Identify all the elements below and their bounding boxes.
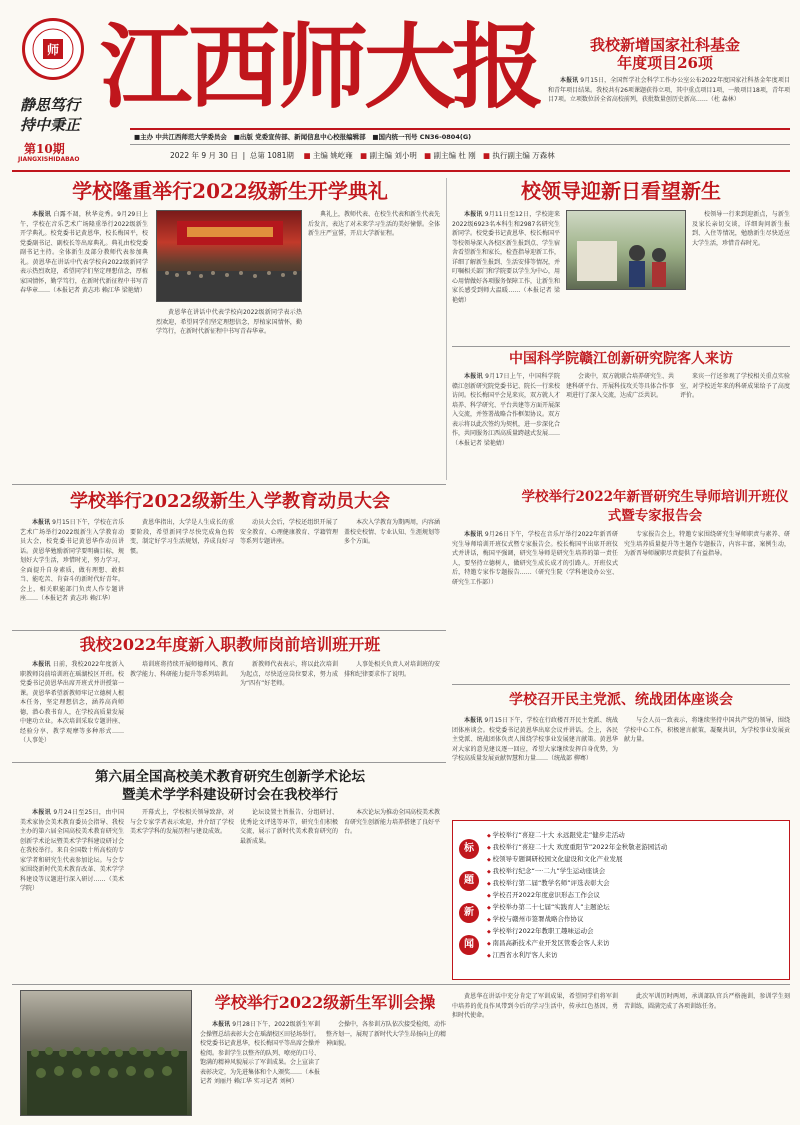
article-military-text: 9月28日下午，2022级新生军训会操暨总结表彰大会在瑶湖校区田径场举行。校党委书记黄恩华，校长梅国平等出席会操并检阅。参训学生以整齐的队列、嘹亮的口号、饱满的精神风貌展示了军训成果。会上宣读了表彰决定，为先进集体和个人颁奖……（本报记者 刘丽丹 赖江华 实习记者 刘柯） — [200, 1021, 320, 1085]
lead-headline-line2: 年度项目26项 — [617, 54, 713, 72]
sidebar-tag-4: 闻 — [459, 935, 479, 955]
article-military-headline: 学校举行2022级新生军训会操 — [214, 993, 436, 1012]
sidebar-item[interactable]: ◆ 我校举行纪念“一·二九”学生运动座谈会 — [487, 865, 783, 877]
sidebar-item[interactable]: ◆ 我校举行“喜迎二十大 欢度重阳节”2022年金秋敬老游园活动 — [487, 841, 783, 853]
university-seal — [22, 18, 84, 80]
article-opening-col1 — [20, 210, 148, 472]
sidebar-item[interactable]: ◆ 学校举办第二十七届“实践育人”主题论坛 — [487, 901, 783, 913]
article-welcome-headline: 校领导迎新日看望新生 — [521, 179, 721, 203]
svg-text:师: 师 — [46, 43, 60, 57]
article-supervisor-byline: 本报讯 — [464, 531, 483, 538]
lead-text: 9月15日，全国哲学社会科学工作办公室公布2022年度国家社科基金年度项目和青年项目结果。我校共有26项课题获得立项，其中重点项目1项，一般项目18项，青年项目7项。立项数位居全省高校前列，获批数量创历史新高……（杜 森林） — [548, 77, 790, 103]
sidebar-item[interactable]: ◆ 南昌高新技术产业开发区管委会客人来访 — [487, 937, 783, 949]
divider-h1 — [452, 346, 790, 347]
article-training-col2: 培训班将持续开展师德师风、教育教学能力、科研能力提升等系列培训。 — [130, 661, 234, 678]
lead-body — [548, 76, 790, 154]
article-mobilization-col1 — [20, 518, 124, 628]
sidebar-list — [487, 829, 783, 961]
sidebar-item[interactable]: ◆ 我校举行第二届“教学名师”评选表彰大会 — [487, 877, 783, 889]
article-unitedfront-text: 9月15日下午，学校在行政楼召开民主党派、统战团体座谈会。校党委书记黄恩华出席会议并讲话。会上，各民主党派、统战团体负责人围绕学校事业发展建言献策。黄恩华对大家的意见建议逐一回应，希望大家继续发挥自身优势，为学校高质量发展贡献智慧和力量……（统战部 柳骞） — [452, 717, 618, 762]
lead-headline — [540, 36, 790, 72]
sidebar-item[interactable]: ◆ 学校与赣州市签署战略合作协议 — [487, 913, 783, 925]
issue-number: 第10期 — [24, 142, 65, 156]
masthead-info-row — [134, 132, 790, 141]
article-art-byline: 本报讯 — [32, 809, 52, 816]
article-training-text: 日前，我校2022年度新入职教师岗前培训班在瑶湖校区开班。校党委书记黄恩华出席开班式并讲授第一课。黄恩华希望新教师牢记立德树人根本任务，坚定理想信念，涵养高尚师德，潜心教书育人，在学校高质量发展中建功立业。本次培训采取专题讲座、经验分享、教学观摩等多种形式……（人事处） — [20, 661, 124, 744]
article-opening-col2: 黄恩华在讲话中代表学校向2022级新同学表示热烈欢迎，希望同学们坚定理想信念，厚植家国情怀，勤学笃行，在新时代新征程中书写青春华章。 — [156, 309, 302, 335]
deputy-editor-2: 副主编 杜 刚 — [433, 151, 476, 160]
article-military-col1 — [200, 1020, 320, 1116]
article-art-headline-line2: 暨美术学学科建设研讨会在我校举行 — [122, 787, 338, 803]
article-training-col1 — [20, 660, 124, 760]
article-unitedfront-col2: 与会人员一致表示，将继续坚持中国共产党的领导，围绕学校中心工作，积极建言献策，凝聚共识，为学校事业发展贡献力量。 — [624, 717, 790, 743]
sidebar-item[interactable]: ◆ 江西省水利厅客人来访 — [487, 949, 783, 961]
executive-editor: 执行副主编 万森林 — [492, 151, 555, 160]
issue-date: 2022 年 9 月 30 日 — [170, 151, 238, 160]
article-mobilization-headline: 学校举行2022级新生入学教育动员大会 — [69, 491, 391, 512]
article-mobilization-col3: 动员大会后，学校还组织开展了安全教育、心理健康教育、学籍管理等系列专题讲座。 — [240, 519, 338, 545]
article-cas-headline: 中国科学院赣江创新研究院客人来访 — [509, 351, 733, 367]
sidebar-tag-2: 题 — [459, 871, 479, 891]
article-art-col4: 本次论坛为推动全国高校美术教育研究生创新能力培养搭建了良好平台。 — [344, 809, 440, 835]
divider-h4 — [12, 762, 446, 763]
editor-in-chief: 主编 姚屹雍 — [312, 151, 353, 160]
article-mobilization-col2: 黄恩华指出，大学是人生成长的重要阶段，希望新同学尽快完成角色转变，制定好学习生活规划，养成良好习惯。 — [130, 519, 234, 555]
sidebar-item[interactable]: ◆ 学校召开2022年度意识形态工作会议 — [487, 889, 783, 901]
sidebar-headlines — [452, 820, 790, 980]
article-cas-col1 — [452, 372, 560, 480]
article-military-col4: 此次军训历时两周，承训部队官兵严格施训，参训学生刻苦训练，圆满完成了各项训练任务。 — [624, 993, 790, 1010]
sidebar-item[interactable]: ◆ 学校举行2022年教职工趣味运动会 — [487, 925, 783, 937]
masthead-date-row: 2022 年 9 月 30 日 | 总第 1081期 ■ 主编 姚屹雍 ■ 副主编 刘小明 ■ 副主编 杜 刚 ■ 执行副主编 万森林 — [170, 151, 555, 160]
masthead-pinyin: JIANGXISHIDABAO — [18, 156, 80, 163]
divider-h5 — [452, 684, 790, 685]
sponsor: ■主办 中共江西师范大学委员会 — [134, 133, 227, 141]
masthead-rule-top — [130, 128, 790, 130]
article-welcome-text: 9月11日至12日，学校迎来2022级6923名本科生和2987名研究生新同学。校党委书记黄恩华、校长梅国平等校领导深入各校区新生报到点、学生宿舍看望新生和家长，检查指导迎新工作，详细了解新生报到、生活安排等情况，并叮嘱相关部门和学院要以学生为中心，用心用情做好各项服务保障工作，让新生和家长感受到师大温暖……（本报记者 梁艳婧） — [452, 211, 560, 304]
article-supervisor-headline: 学校举行2022年新晋研究生导师培训开班仪式暨专家报告会 — [521, 489, 789, 524]
article-military-col3: 黄恩华在讲话中充分肯定了军训成果，希望同学们将军训中培养的优良作风带到今后的学习生活中，传承红色基因，勇担时代使命。 — [452, 993, 618, 1019]
article-unitedfront-byline: 本报讯 — [464, 717, 483, 724]
article-opening-byline: 本报讯 — [32, 211, 52, 218]
article-training-headline: 我校2022年度新入职教师岗前培训班开班 — [79, 635, 381, 654]
sidebar-tag-1: 标 — [459, 839, 479, 859]
motto-2: 持中秉正 — [20, 116, 81, 134]
article-art-text: 9月24日至25日，由中国美术家协会美术教育委员会指导、我校主办的第六届全国高校美术教育研究生创新学术论坛暨美术学学科建设研讨会在我校举行。来自全国数十所高校的专家学者和研究生代表参加论坛。与会专家围绕新时代美术教育改革、美术学学科建设等议题进行深入研讨……（美术学院） — [20, 809, 124, 892]
photo-military-training — [20, 990, 192, 1116]
article-unitedfront-headline: 学校召开民主党派、统战团体座谈会 — [509, 692, 733, 708]
publisher: ■出版 党委宣传部、新闻信息中心校报编辑部 — [233, 133, 366, 141]
lead-headline-line1: 我校新增国家社科基金 — [589, 36, 740, 54]
article-mobilization-text: 9月15日下午，学校在音乐艺术广场举行2022级新生入学教育动员大会，校党委书记黄恩华作动员讲话。黄恩华勉励新同学要明确目标，规划好大学生活，珍惜时光，努力学习，全面提升自身素质，做有理想、敢担当、能吃苦、肯奋斗的新时代好青年。会上，相关职能部门负责人作专题讲座……（本报记者 黄志玮 赖江华） — [20, 519, 124, 602]
motto-1: 静思笃行 — [20, 96, 81, 114]
divider-h2 — [12, 484, 446, 485]
divider-h3 — [12, 630, 446, 631]
article-welcome-col1 — [452, 210, 560, 342]
article-military-byline: 本报讯 — [212, 1021, 231, 1028]
total-issue: 总第 1081期 — [249, 151, 294, 160]
masthead-rule-mid — [130, 144, 790, 145]
article-mobilization-col4: 本次入学教育为期两周，内容涵盖校史校情、专业认知、生涯规划等多个方面。 — [344, 519, 440, 545]
deputy-editor-1: 副主编 刘小明 — [369, 151, 417, 160]
article-mobilization-byline: 本报讯 — [32, 519, 51, 526]
sidebar-tag-3: 新 — [459, 903, 479, 923]
article-art-col2: 开幕式上，学校相关领导致辞，对与会专家学者表示欢迎，并介绍了学校美术学学科的发展历程与建设成效。 — [130, 809, 234, 835]
photo-welcome — [566, 210, 686, 290]
article-cas-byline: 本报讯 — [464, 373, 483, 380]
article-opening-headline: 学校隆重举行2022级新生开学典礼 — [72, 179, 388, 203]
divider-v1 — [446, 178, 447, 480]
article-cas-col3: 来宾一行还参观了学校相关重点实验室，对学校近年来的科研成果给予了高度评价。 — [680, 373, 790, 399]
article-unitedfront-col1 — [452, 716, 618, 808]
article-military-col2: 会操中，各参训方队依次接受检阅，动作整齐划一，展现了新时代大学生昂扬向上的精神面貌。 — [326, 1021, 446, 1047]
divider-h6 — [12, 984, 790, 985]
article-training-byline: 本报讯 — [32, 661, 51, 668]
article-opening-text: 白露不凋，秋华竞秀。9月29日上午，学校在音乐艺术广场隆重举行2022级新生开学典礼。校党委书记黄恩华，校长梅国平，校党委副书记、副校长等出席典礼。典礼由校党委副书记主持。全体新生及部分教师代表参加典礼。黄恩华在讲话中代表学校向2022级新同学表示热烈欢迎，希望同学们坚定理想信念，厚植家国情怀，勤学笃行，在新时代新征程中书写青春华章……（本报记者 黄志玮 赖江华 梁艳婧） — [20, 211, 148, 294]
article-supervisor-text: 9月26日下午，学校在音乐厅举行2022年新晋研究生导师培训开班仪式暨专家报告会。校长梅国平出席开班仪式并讲话，梅国平强调，研究生导师是研究生培养的第一责任人，要坚持立德树人，做研究生成长成才的引路人。开班仪式后，特邀专家作专题报告……（研究生院（学科建设办公室、研究生工作部）） — [452, 531, 618, 586]
article-welcome-byline: 本报讯 — [464, 211, 483, 218]
cn-number: ■国内统一刊号 CN36-0804(G) — [372, 133, 472, 141]
article-cas-text: 9月17日上午，中国科学院赣江创新研究院党委书记、院长一行来校访问。校长梅国平会见来宾，双方就人才培养、科学研究、平台共建等方面开展深入交流，并签署战略合作框架协议。双方表示将以此次签约为契机，进一步深化合作，共同服务江西高质量跨越式发展……（本报记者 梁艳婧） — [452, 373, 560, 447]
masthead-rule-bottom — [12, 170, 790, 172]
article-cas-col2: 会谈中，双方就联合培养研究生、共建科研平台、开展科技攻关等具体合作事项进行了深入交流，达成广泛共识。 — [566, 373, 674, 399]
sidebar-item[interactable]: ◆ 学校举行“喜迎二十大 永远跟党走”健步走活动 — [487, 829, 783, 841]
sidebar-item[interactable]: ◆ 校领导专题调研校园文化建设和文化产业发展 — [487, 853, 783, 865]
article-art-headline — [20, 768, 440, 804]
article-supervisor-col1 — [452, 530, 618, 666]
article-art-col1 — [20, 808, 124, 976]
article-supervisor-col2: 专家报告会上，特邀专家围绕研究生导师职责与素养、研究生培养质量提升等主题作专题报告，内容丰富，案例生动，为新晋导师履职尽责提供了有益指导。 — [624, 531, 790, 557]
article-welcome-col3: 校领导一行来到迎新点，与新生及家长亲切交谈，详细询问新生报到、入住等情况，勉励新生尽快适应大学生活，珍惜青春时光。 — [692, 211, 790, 247]
masthead-title: 江西师大报 — [100, 13, 541, 121]
lead-byline: 本报讯 — [560, 77, 579, 84]
article-opening-col3: 典礼上，教师代表、在校生代表和新生代表先后发言，表达了对未来学习生活的美好憧憬。全体新生庄严宣誓，开启大学新征程。 — [308, 211, 440, 237]
article-art-headline-line1: 第六届全国高校美术教育研究生创新学术论坛 — [95, 769, 365, 785]
article-training-col3: 新教师代表表示，将以此次培训为起点，尽快适应岗位要求，努力成为“四有”好老师。 — [240, 661, 338, 687]
photo-opening-ceremony — [156, 210, 302, 302]
article-training-col4: 人事处相关负责人对培训班的安排和纪律要求作了说明。 — [344, 661, 440, 678]
article-art-col3: 论坛设置主旨报告、分组研讨、优秀论文评选等环节，研究生们积极交流，展示了新时代美术教育研究的最新成果。 — [240, 809, 338, 845]
